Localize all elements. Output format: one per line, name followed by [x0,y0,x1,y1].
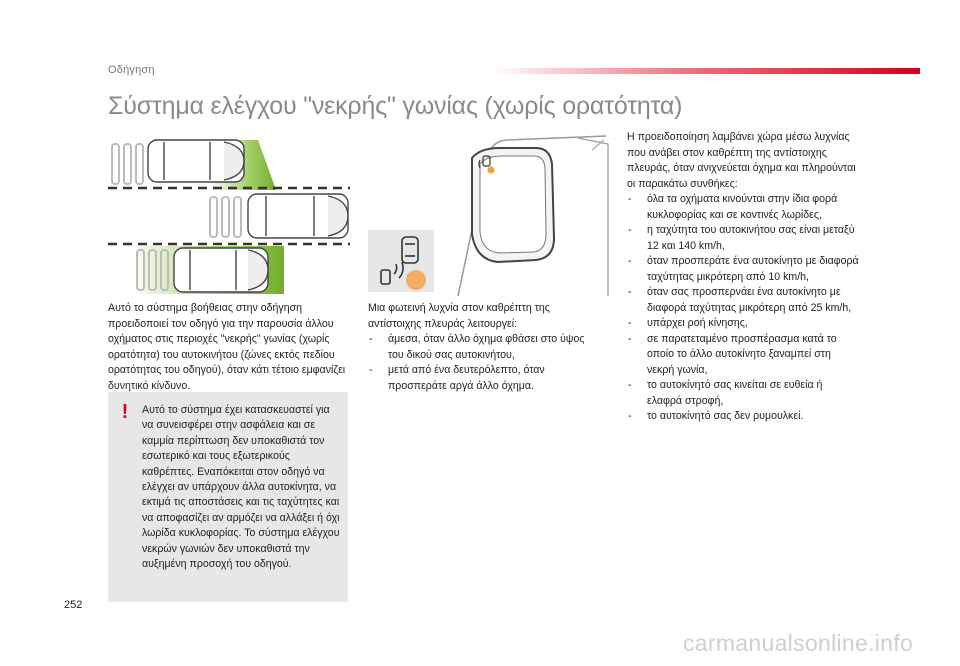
list-item: - το αυτοκίνητό σας δεν ρυμουλκεί. [627,409,859,425]
warning-text: Αυτό το σύστημα έχει κατασκευαστεί για να συνεισφέρει στην ασφάλεια και σε καμμία περίπτωση δεν υποκαθιστά τον εσωτερικό και τους εξωτερικούς καθρέπτες. Εναπόκειται στον οδηγό να ελέγχει αν υπάρχουν άλλα αυτοκίνητα, να εκτιμά τις αποστάσεις και τις ταχύτητες και να αποφασίζει αν αρμόζει να αλλάξει ή όχι λωρίδα κυκλοφορίας. Το σύστημα ελέγχου νεκρών γωνιών δεν υποκαθιστά την αυξημένη προσοχή του οδηγού. [142,404,340,571]
van-left-lane [148,140,244,182]
mirror-light-intro: Μια φωτεινή λυχνία στον καθρέπτη της αντίστοιχης πλευράς λειτουργεί: [368,302,550,330]
intro-block [108,301,348,394]
van-right-lane [174,248,268,292]
mirror-indicator-illustration [368,134,610,296]
mirror-lamp-icon [487,166,494,173]
list-item: - όλα τα οχήματα κινούνται στην ίδια φορά κυκλοφορίας και σε κοντινές λωρίδες, [627,192,859,223]
page-number: 252 [64,599,83,611]
indicator-lamp-icon [406,270,426,290]
list-item: - όταν σας προσπερνάει ένα αυτοκίνητο με διαφορά ταχύτητας μικρότερη από 25 km/h, [627,285,859,316]
conditions-list [627,192,859,425]
conditions-block [627,130,859,425]
conditions-intro: Η προειδοποίηση λαμβάνει χώρα μέσω λυχνίας που ανάβει στον καθρέπτη της αντίστοιχης πλευράς, όταν ανιχνεύεται όχημα και πληρούνται οι παρακάτω συνθήκες: [627,131,856,190]
list-item: - σε παρατεταμένο προσπέρασμα κατά το οποίο το άλλο αυτοκίνητο ξαναμπεί στη νεκρή γωνία, [627,332,859,379]
section-label: Οδήγηση [108,64,155,76]
warning-box [108,392,348,602]
mirror-light-block [368,301,600,394]
own-van [248,194,348,238]
list-item: - άμεσα, όταν άλλο όχημα φθάσει στο ύψος του δικού σας αυτοκινήτου, [368,332,600,363]
warning-icon: ! [121,401,129,423]
blind-spot-zones-illustration [106,134,352,296]
watermark: carmanualsonline.info [683,630,914,656]
header-rule [490,68,920,74]
list-item: - το αυτοκίνητό σας κινείται σε ευθεία ή ελαφρά στροφή, [627,378,859,409]
list-item: - μετά από ένα δευτερόλεπτο, όταν προσπεράτε αργά άλλο όχημα. [368,363,600,394]
list-item: - η ταχύτητα του αυτοκινήτου σας είναι μεταξύ 12 και 140 km/h, [627,223,859,254]
mirror-light-list [368,332,600,394]
page-title: Σύστημα ελέγχου "νεκρής" γωνίας (χωρίς ορατότητα) [108,92,683,120]
list-item: - όταν προσπεράτε ένα αυτοκίνητο με διαφορά ταχύτητας μικρότερη από 10 km/h, [627,254,859,285]
intro-paragraph: Αυτό το σύστημα βοήθειας στην οδήγηση προειδοποιεί τον οδηγό για την παρουσία άλλου οχήματος στις περιοχές "νεκρής" γωνίας (χωρίς ορατότητα) του αυτοκινήτου (ζώνες εκτός πεδίου ορατότητας του οδηγού), όταν κάτι τέτοιο εμφανίζει δυνητικό κίνδυνο. [108,302,346,392]
list-item: - υπάρχει ροή κίνησης, [627,316,859,332]
